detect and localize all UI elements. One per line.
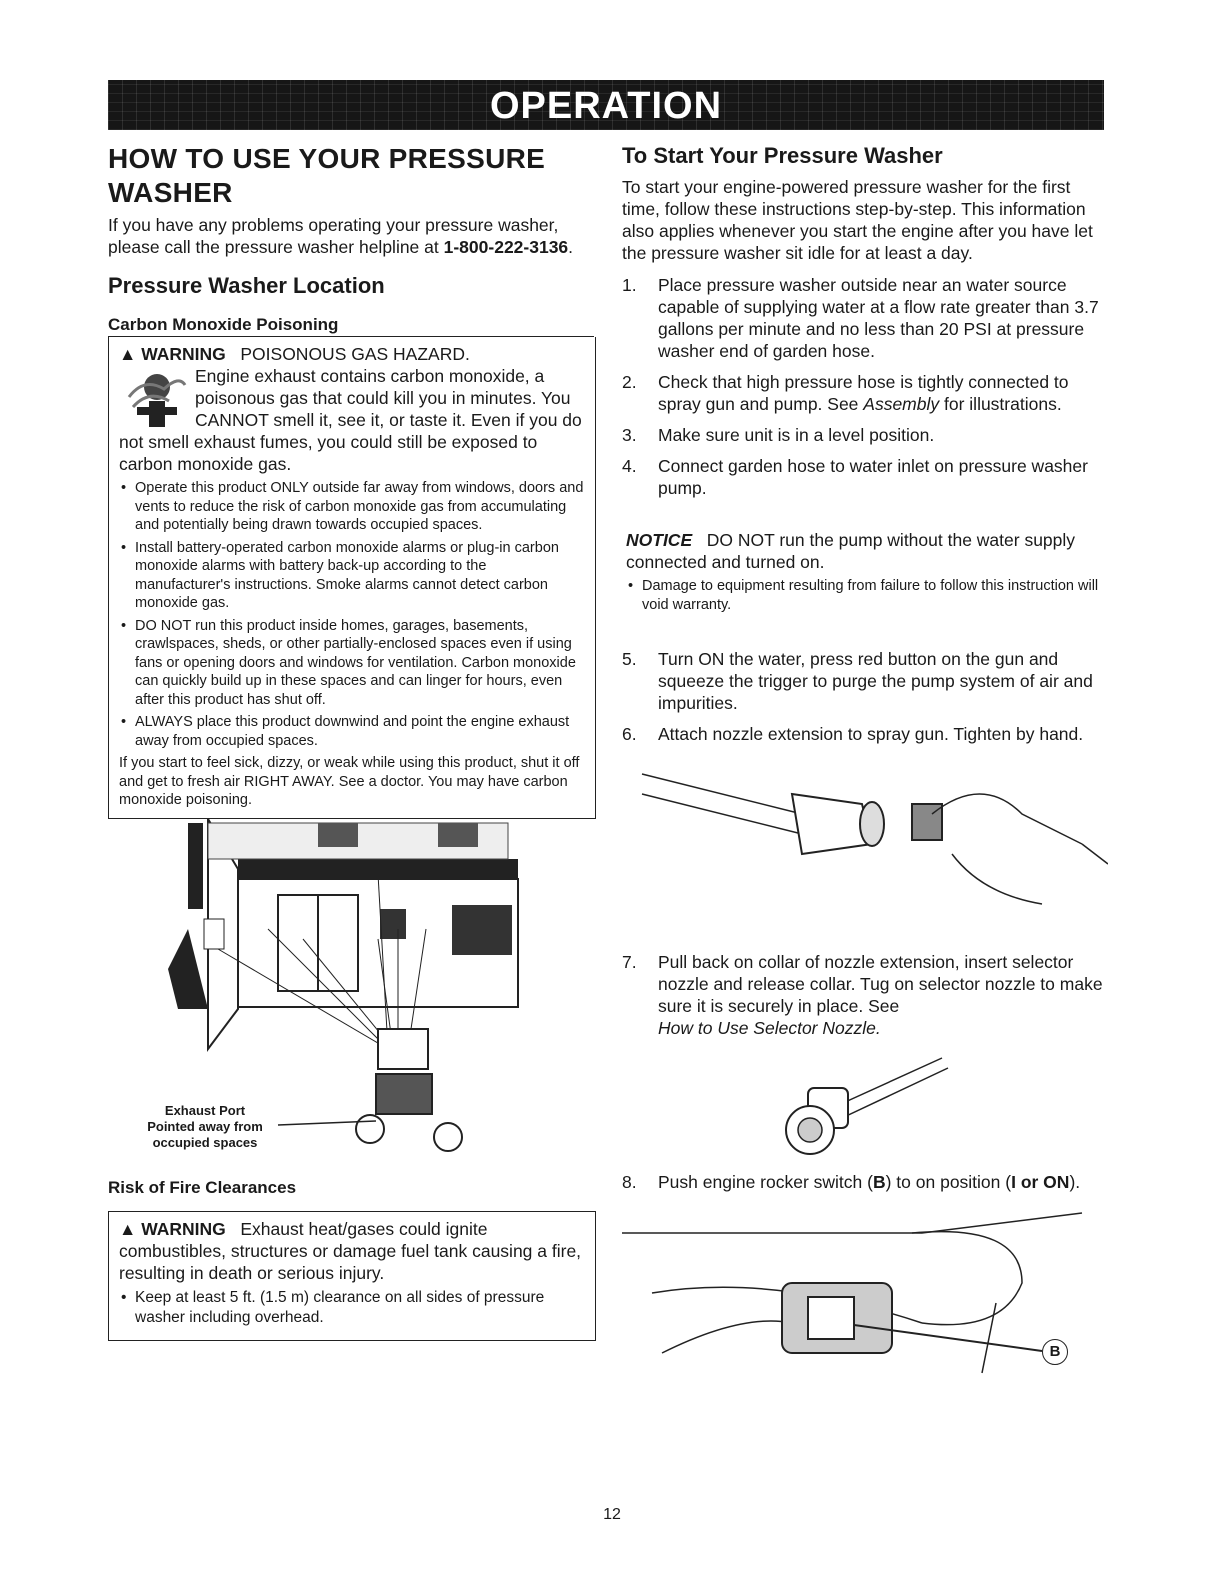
step-item: 1. Place pressure washer outside near an water source capable of supplying water at a flow rate greater than 3.7 gallons per minute and no less than 20 PSI at pressure washer end of garden hose. — [622, 275, 1099, 361]
rocker-switch-illustration — [622, 1203, 1108, 1383]
start-intro: To start your engine-powered pressure washer for the first time, follow these instructions step-by-step. This information also applies whenever you start the engine after you have let the pressure washer sit idle for at least a day. — [622, 177, 1093, 263]
list-item: • Damage to equipment resulting from failure to follow this instruction will void warranty. — [626, 577, 1108, 614]
fire-warning-text: Exhaust heat/gases could ignite combustibles, structures or damage fuel tank causing a fire, resulting in death or serious injury. — [119, 1218, 582, 1283]
step-item: 7. Pull back on collar of nozzle extension, insert selector nozzle and release collar. Tug on selector nozzle to make sure it is securely in place. See How to Use Selector Nozzle. — [622, 952, 1103, 1038]
helpline-paragraph: If you have any problems operating your pressure washer, please call the pressure washer helpline at 1-800-222-3136. — [108, 215, 574, 257]
list-item: • Keep at least 5 ft. (1.5 m) clearance on all sides of pressure washer including overhead. — [119, 1288, 585, 1328]
warning-label: WARNING — [141, 1218, 226, 1239]
fire-warning-box — [108, 1211, 596, 1341]
right-column — [622, 142, 1108, 1383]
rocker-switch-drawing — [622, 1203, 1108, 1383]
page-title: HOW TO USE YOUR PRESSURE WASHER — [108, 143, 546, 208]
step-item: 4. Connect garden hose to water inlet on pressure washer pump. — [622, 456, 1088, 498]
co-warning-footer: If you start to feel sick, dizzy, or weak while using this product, shut it off and get to fresh air RIGHT AWAY. See a doctor. You may have carbon monoxide poisoning. — [119, 755, 580, 808]
co-warning-header — [119, 343, 585, 365]
banner-title: OPERATION — [489, 85, 723, 127]
list-item: • ALWAYS place this product downwind and point the engine exhaust away from occupied spaces. — [119, 713, 585, 750]
poison-gas-icon — [119, 367, 189, 429]
house-illustration — [108, 819, 596, 1175]
selector-nozzle-illustration — [622, 1048, 1108, 1158]
step-item: 6. Attach nozzle extension to spray gun. Tighten by hand. — [622, 724, 1084, 744]
co-warning-bullets — [119, 479, 585, 750]
warning-triangle-icon: ▲ — [119, 1218, 137, 1239]
list-item: • Install battery-operated carbon monoxide alarms or plug-in carbon monoxide alarms with battery back-up according to the manufacturer's instructions. Smoke alarms cannot detect carbon monoxide gas. — [119, 539, 585, 613]
notice-bullets — [626, 577, 1108, 614]
co-warning-box — [108, 337, 596, 819]
section-banner — [108, 80, 1104, 130]
location-heading: Pressure Washer Location — [108, 273, 385, 298]
left-column — [108, 142, 596, 1341]
steps-list-a — [622, 274, 1108, 499]
helpline-text: If you have any problems operating your pressure washer, please call the pressure washer helpline at — [108, 215, 559, 257]
fire-heading: Risk of Fire Clearances — [108, 1177, 297, 1197]
list-item: • Operate this product ONLY outside far away from windows, doors and vents to reduce the risk of carbon monoxide gas from accumulating and potentially being drawn towards occupied spaces. — [119, 479, 585, 535]
notice-text: NOTICE DO NOT run the pump without the water supply connected and turned on. — [626, 530, 1076, 572]
notice-block — [622, 529, 1108, 614]
hazard-text: POISONOUS GAS HAZARD. — [240, 344, 470, 364]
step-item: 5. Turn ON the water, press red button on the gun and squeeze the trigger to purge the pump system of air and impurities. — [622, 649, 1093, 713]
warning-label: WARNING — [141, 344, 226, 364]
helpline-phone: 1-800-222-3136 — [443, 237, 569, 257]
switch-callout-b: B — [1042, 1339, 1068, 1365]
steps-list-c — [622, 951, 1108, 1039]
fire-warning-bullets — [119, 1288, 585, 1328]
list-item: • DO NOT run this product inside homes, garages, basements, crawlspaces, sheds, or other partially-enclosed spaces even if using fans or opening doors and windows for ventilation. Carbon monoxide can quickly build up in these spaces and can linger for hours, even after this product has shut off. — [119, 617, 585, 710]
start-heading: To Start Your Pressure Washer — [622, 143, 943, 168]
steps-list-b — [622, 648, 1108, 745]
step-item: 3. Make sure unit is in a level position. — [622, 425, 935, 445]
co-heading: Carbon Monoxide Poisoning — [108, 314, 596, 337]
exhaust-port-label: Exhaust Port Pointed away from occupied spaces — [147, 1102, 263, 1150]
steps-list-d — [622, 1171, 1108, 1193]
co-warning-text: Engine exhaust contains carbon monoxide, a poisonous gas that could kill you in minutes. You CANNOT smell it, see it, or taste it. Even if you do not smell exhaust fumes, you could still be exposed to carbon monoxide gas. — [119, 366, 582, 474]
step-item: 2. Check that high pressure hose is tightly connected to spray gun and pump. See Assembly for illustrations. — [622, 372, 1069, 414]
fire-warning-header — [119, 1218, 585, 1284]
warning-triangle-icon: ▲ — [119, 344, 137, 364]
nozzle-extension-illustration — [622, 754, 1108, 934]
page-number: 12 — [603, 1506, 621, 1523]
step-item: 8. Push engine rocker switch (B) to on position (I or ON). — [622, 1172, 1081, 1192]
